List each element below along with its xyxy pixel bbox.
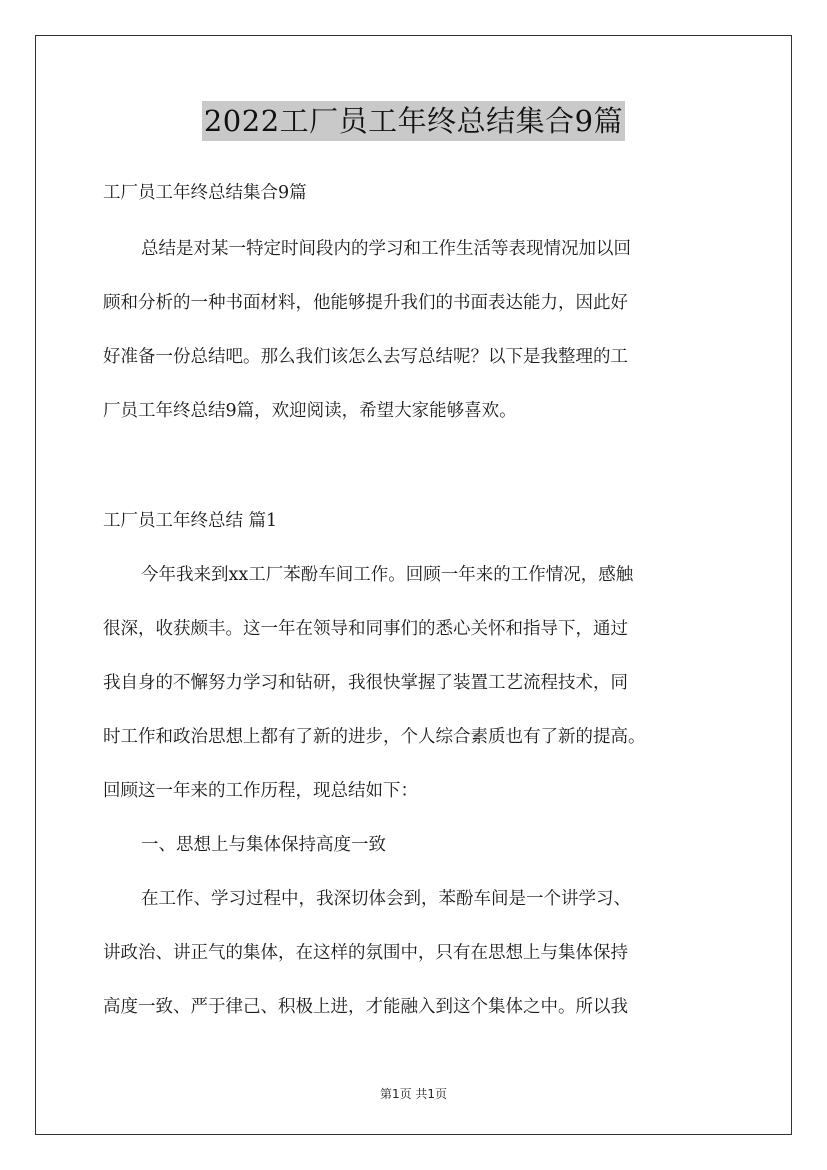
body-line: 顾和分析的一种书面材料，他能够提升我们的书面表达能力，因此好 xyxy=(103,293,628,313)
body-line: 在工作、学习过程中，我深切体会到，苯酚车间是一个讲学习、 xyxy=(141,889,631,909)
page-footer: 第1页 共1页 xyxy=(379,1087,448,1101)
section-heading: 工厂员工年终总结 篇1 xyxy=(103,511,278,531)
body-line: 回顾这一年来的工作历程，现总结如下： xyxy=(103,781,418,801)
body-line: 时工作和政治思想上都有了新的进步，个人综合素质也有了新的提高。 xyxy=(103,727,646,747)
body-line: 总结是对某一特定时间段内的学习和工作生活等表现情况加以回 xyxy=(141,239,631,259)
body-line: 好准备一份总结吧。那么我们该怎么去写总结呢？以下是我整理的工 xyxy=(103,347,628,367)
body-line: 我自身的不懈努力学习和钻研，我很快掌握了装置工艺流程技术，同 xyxy=(103,673,628,693)
subheading-line: 一、思想上与集体保持高度一致 xyxy=(141,835,386,855)
body-line: 很深，收获颇丰。这一年在领导和同事们的悉心关怀和指导下，通过 xyxy=(103,619,628,639)
body-line: 今年我来到xx工厂苯酚车间工作。回顾一年来的工作情况，感触 xyxy=(141,565,634,585)
subtitle-line: 工厂员工年终总结集合9篇 xyxy=(103,183,307,203)
body-line: 高度一致、严于律己、积极上进，才能融入到这个集体之中。所以我 xyxy=(103,997,628,1017)
body-line: 厂员工年终总结9篇，欢迎阅读，希望大家能够喜欢。 xyxy=(103,401,517,421)
body-line: 讲政治、讲正气的集体，在这样的氛围中，只有在思想上与集体保持 xyxy=(103,943,628,963)
document-title: 2022工厂员工年终总结集合9篇 xyxy=(202,101,625,141)
title-container xyxy=(0,101,827,141)
